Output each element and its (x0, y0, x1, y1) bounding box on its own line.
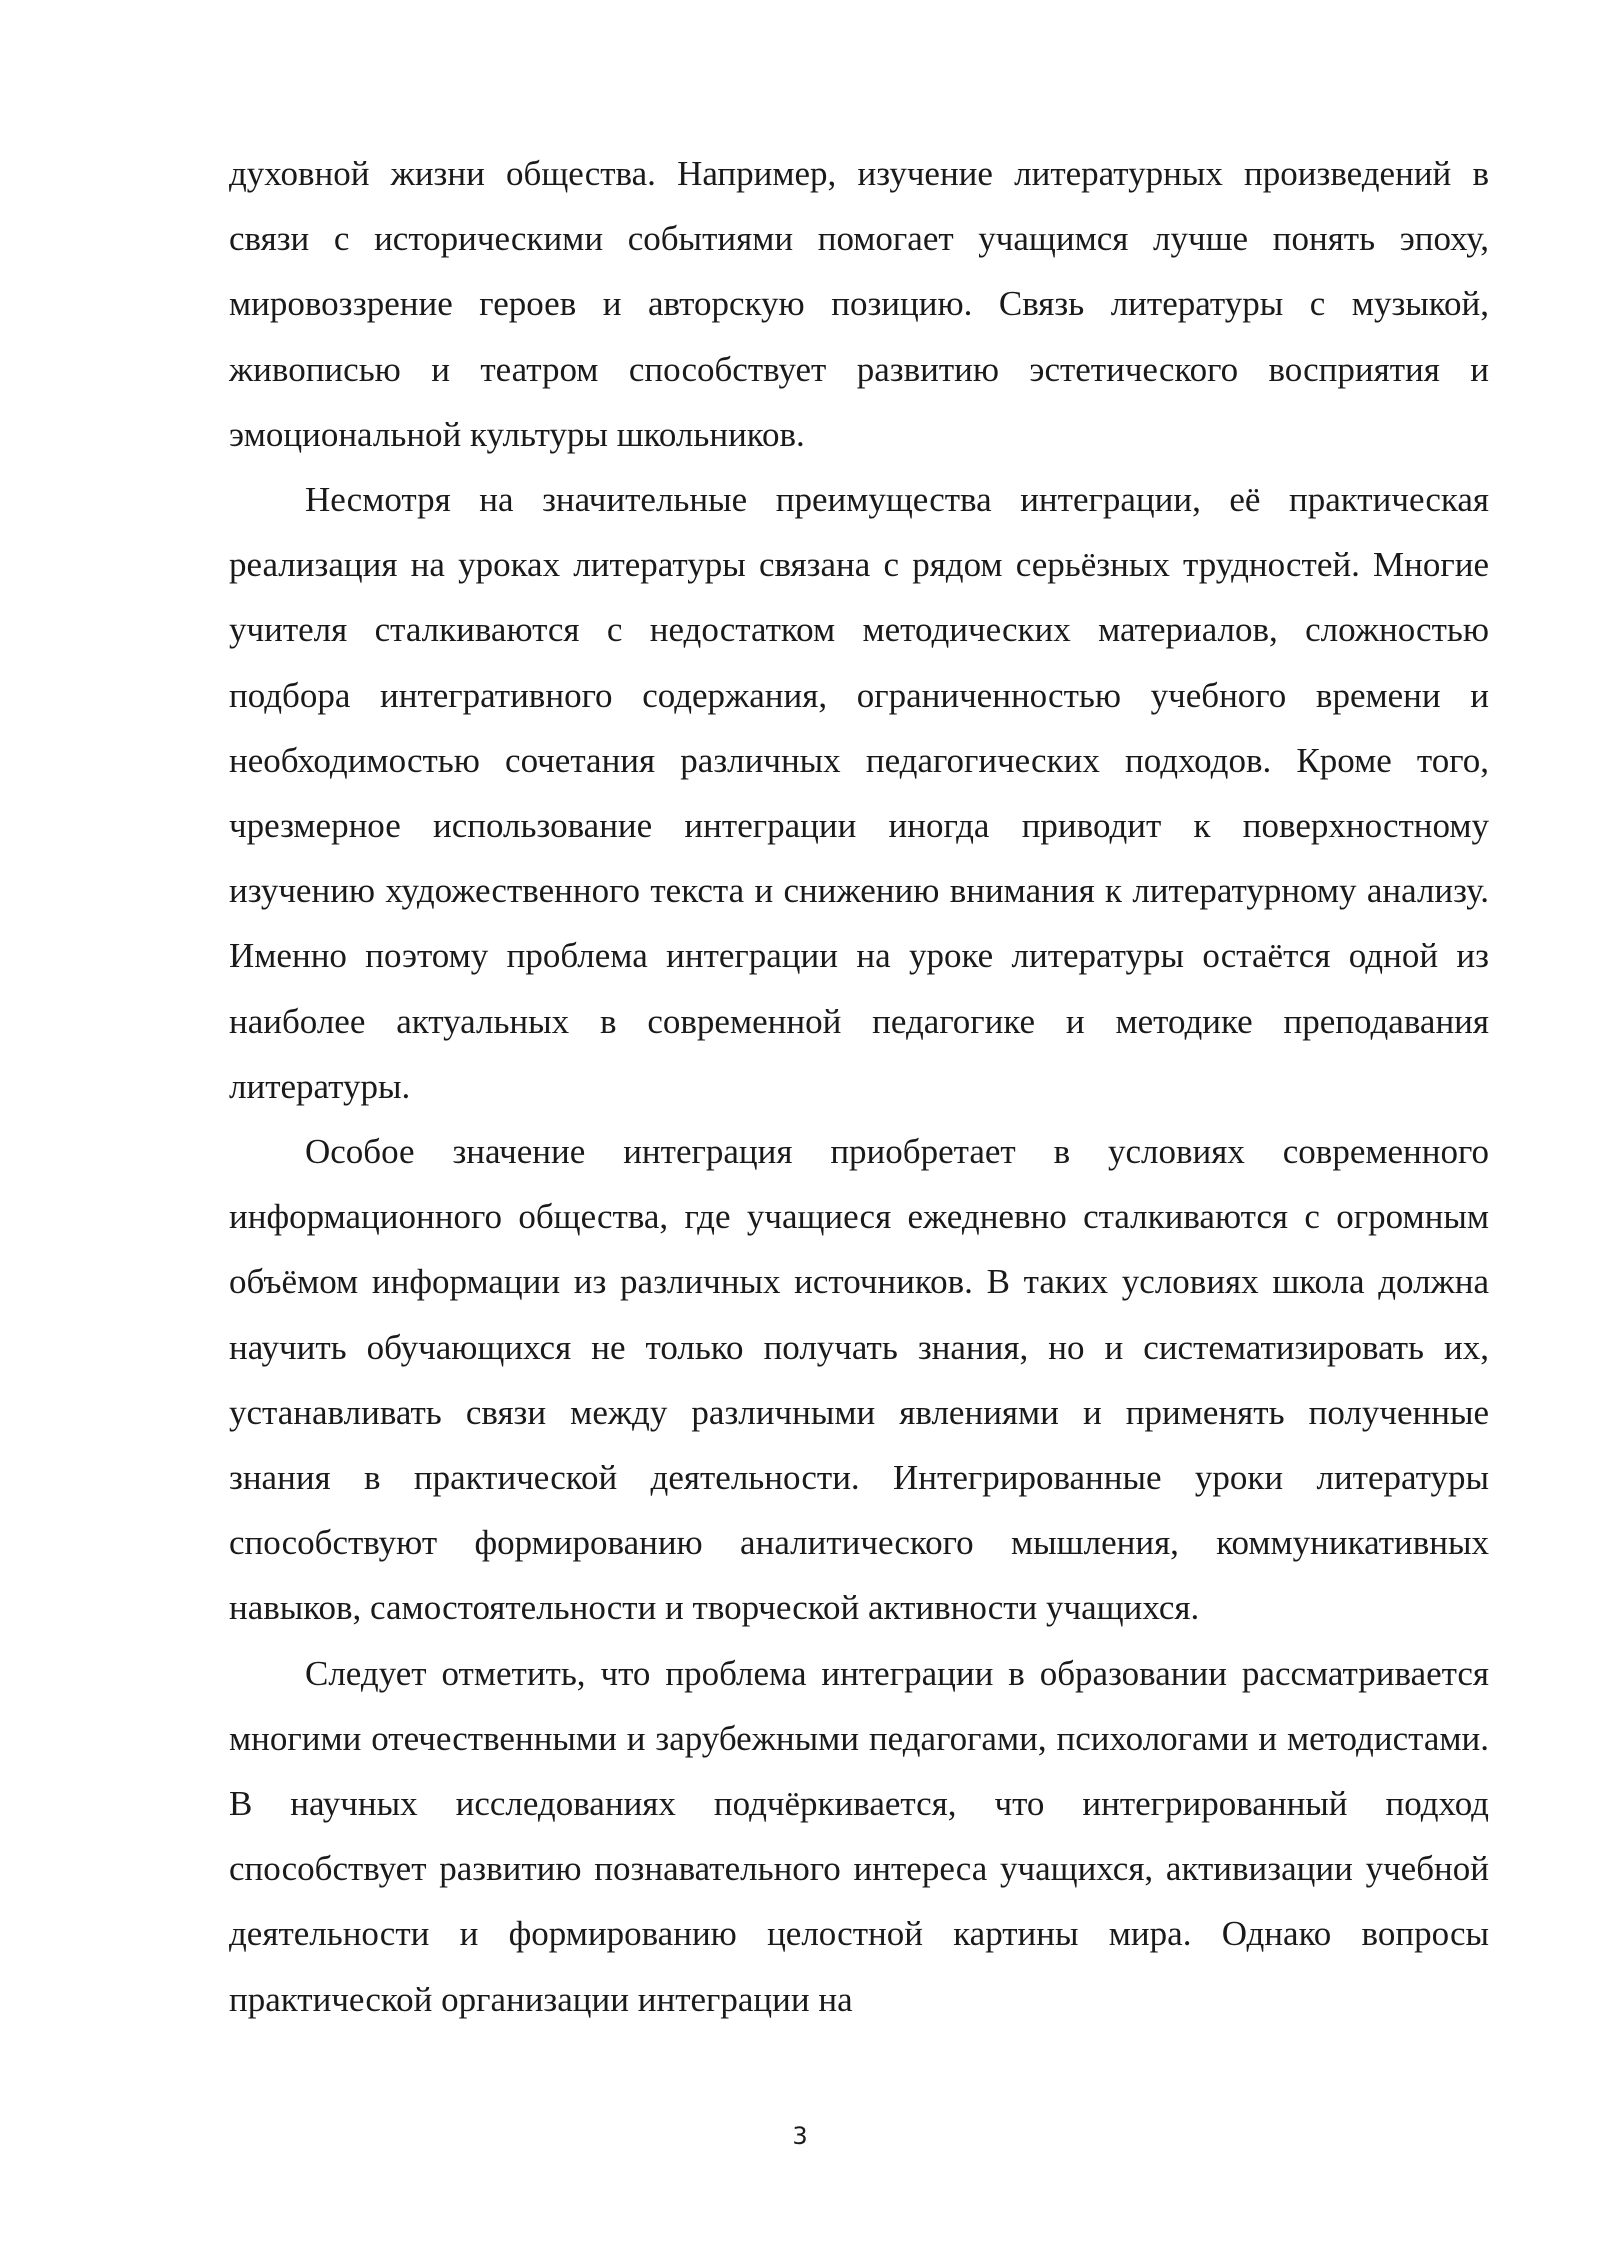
page-body (229, 141, 1489, 2032)
paragraph-research-overview: Следует отметить, что проблема интеграции в образовании рассматривается многими отечественными и зарубежными педагогами, психологами и методистами. В научных исследованиях подчёркивается, что интегрированный подход способствует развитию познавательного интереса учащихся, активизации учебной деятельности и формированию целостной картины мира. Однако вопросы практической организации интеграции на (229, 1653, 1489, 2019)
page-number: 3 (792, 2122, 808, 2150)
paragraph-continued: духовной жизни общества. Например, изучение литературных произведений в связи с историческими событиями помогает учащимся лучше понять эпоху, мировоззрение героев и авторскую позицию. Связь литературы с музыкой, живописью и театром способствует развитию эстетического восприятия и эмоциональной культуры школьников. (229, 154, 1489, 454)
paragraph-integration-difficulties: Несмотря на значительные преимущества интеграции, её практическая реализация на уроках литературы связана с рядом серьёзных трудностей. Многие учителя сталкиваются с недостатком методических материалов, сложностью подбора интегративного содержания, ограниченностью учебного времени и необходимостью сочетания различных педагогических подходов. Кроме того, чрезмерное использование интеграции иногда приводит к поверхностному изучению художественного текста и снижению внимания к литературному анализу. Именно поэтому проблема интеграции на уроке литературы остаётся одной из наиболее актуальных в современной педагогике и методике преподавания литературы. (229, 480, 1489, 1106)
paragraph-information-society: Особое значение интеграция приобретает в условиях современного информационного общества, где учащиеся ежедневно сталкиваются с огромным объёмом информации из различных источников. В таких условиях школа должна научить обучающихся не только получать знания, но и систематизировать их, устанавливать связи между различными явлениями и применять полученные знания в практической деятельности. Интегрированные уроки литературы способствуют формированию аналитического мышления, коммуникативных навыков, самостоятельности и творческой активности учащихся. (229, 1132, 1489, 1628)
